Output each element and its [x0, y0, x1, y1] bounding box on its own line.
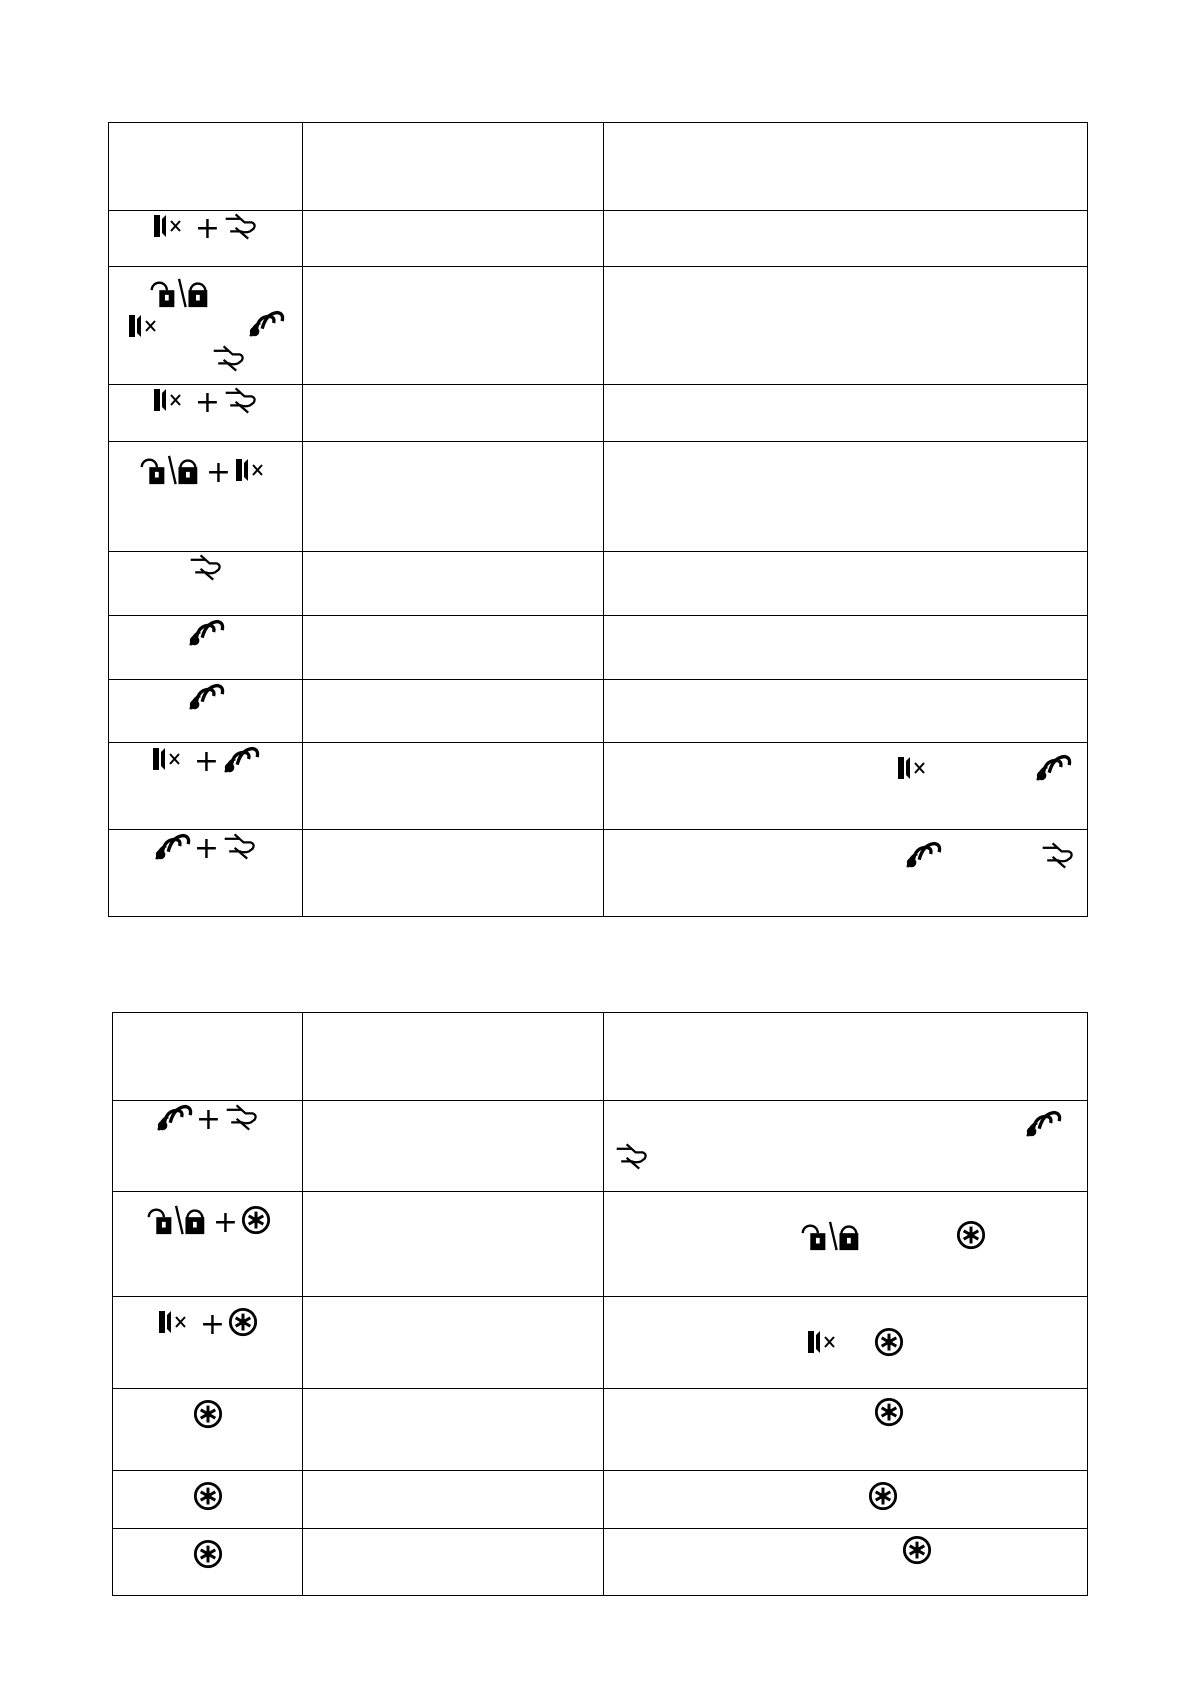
function-cell: [303, 385, 604, 442]
button-combo-cell: [113, 1529, 303, 1596]
function-cell: [303, 1529, 604, 1596]
description-cell: [604, 1192, 1088, 1297]
speaker-mute-icon: [151, 744, 191, 774]
table-row: [109, 680, 1088, 743]
header-cell-buttons: [109, 123, 303, 211]
table-row: [109, 552, 1088, 616]
description-cell: [604, 552, 1088, 616]
trunk-open-icon: [1040, 840, 1076, 875]
lock-unlock-icon: [137, 454, 203, 486]
engine-exhaust-icon: [153, 830, 191, 862]
function-cell: [303, 1297, 604, 1389]
engine-exhaust-icon: [155, 1101, 193, 1133]
speaker-mute-icon: [234, 455, 274, 485]
description-cell: [604, 211, 1088, 267]
trunk-open-icon: [188, 552, 224, 582]
speaker-mute-icon: [157, 1307, 197, 1337]
function-cell: [303, 830, 604, 917]
function-cell: [303, 1192, 604, 1297]
button-combo-cell: [109, 680, 303, 743]
option-star-icon: [228, 1307, 258, 1337]
trunk-open-icon: [211, 343, 247, 378]
function-cell: [303, 680, 604, 743]
button-combo-cell: [109, 743, 303, 830]
button-combo-cell: [109, 830, 303, 917]
function-cell: [303, 616, 604, 680]
option-star-icon: [241, 1205, 271, 1235]
engine-exhaust-icon: [187, 616, 225, 648]
table-row: [113, 1389, 1088, 1471]
button-combo-cell: [109, 616, 303, 680]
table-row: [113, 1529, 1088, 1596]
trunk-open-icon: [614, 1141, 650, 1176]
table-header-row: [113, 1013, 1088, 1101]
function-cell: [303, 1389, 604, 1471]
table-row: [109, 442, 1088, 552]
header-cell-description: [604, 1013, 1088, 1101]
plus-sign: +: [193, 744, 220, 780]
table-row: [109, 830, 1088, 917]
table-row: [113, 1101, 1088, 1192]
description-cell: [604, 1389, 1088, 1471]
table-header-row: [109, 123, 1088, 211]
engine-exhaust-icon: [1024, 1107, 1062, 1144]
button-combo-cell: [109, 385, 303, 442]
header-cell-buttons: [113, 1013, 303, 1101]
button-combo-cell: [109, 442, 303, 552]
table-row: [109, 267, 1088, 385]
description-cell: [604, 743, 1088, 830]
description-cell: [604, 385, 1088, 442]
function-cell: [303, 267, 604, 385]
option-star-icon: [956, 1220, 986, 1255]
function-cell: [303, 1471, 604, 1529]
option-star-icon: [874, 1327, 904, 1362]
engine-exhaust-icon: [222, 743, 260, 775]
function-cell: [303, 1101, 604, 1192]
engine-exhaust-icon: [1034, 751, 1072, 788]
description-cell: [604, 680, 1088, 743]
plus-sign: +: [205, 455, 232, 491]
plus-sign: +: [194, 211, 221, 247]
header-cell-function: [303, 1013, 604, 1101]
table-row: [109, 385, 1088, 442]
option-star-icon: [193, 1539, 223, 1569]
speaker-mute-icon: [806, 1327, 846, 1362]
trunk-open-icon: [224, 1102, 260, 1132]
table-row: [113, 1297, 1088, 1389]
engine-exhaust-icon: [187, 680, 225, 712]
description-cell: [604, 442, 1088, 552]
plus-sign: +: [195, 1102, 222, 1138]
speaker-mute-icon: [127, 311, 167, 346]
speaker-mute-icon: [152, 385, 192, 415]
button-combo-cell: [109, 211, 303, 267]
option-star-icon: [193, 1399, 223, 1429]
button-combo-cell: [113, 1192, 303, 1297]
function-cell: [303, 211, 604, 267]
plus-sign: +: [212, 1205, 239, 1241]
button-combo-cell: [113, 1297, 303, 1389]
trunk-open-icon: [222, 831, 258, 861]
lock-unlock-icon: [144, 1204, 210, 1236]
plus-sign: +: [199, 1307, 226, 1343]
function-cell: [303, 743, 604, 830]
table-row: [113, 1192, 1088, 1297]
header-cell-description: [604, 123, 1088, 211]
engine-exhaust-icon: [904, 838, 942, 875]
description-cell: [604, 616, 1088, 680]
description-cell: [604, 1529, 1088, 1596]
plus-sign: +: [193, 831, 220, 867]
function-cell: [303, 442, 604, 552]
plus-sign: +: [194, 385, 221, 421]
button-combo-cell: [113, 1101, 303, 1192]
table-row: [109, 211, 1088, 267]
option-star-icon: [193, 1481, 223, 1511]
speaker-mute-icon: [896, 753, 936, 788]
button-combo-cell: [109, 267, 303, 385]
trunk-open-icon: [223, 211, 259, 241]
table-row: [109, 616, 1088, 680]
lock-unlock-icon: [798, 1220, 864, 1257]
button-combo-cell: [109, 552, 303, 616]
lock-unlock-icon: [147, 277, 213, 314]
button-combo-cell: [113, 1471, 303, 1529]
trunk-open-icon: [223, 385, 259, 415]
description-cell: [604, 267, 1088, 385]
function-table-2: [112, 1012, 1088, 1596]
button-combo-cell: [113, 1389, 303, 1471]
function-table-1: [108, 122, 1088, 917]
function-cell: [303, 552, 604, 616]
description-cell: [604, 1101, 1088, 1192]
description-cell: [604, 1297, 1088, 1389]
option-star-icon: [902, 1535, 932, 1570]
description-cell: [604, 1471, 1088, 1529]
engine-exhaust-icon: [247, 307, 285, 344]
description-cell: [604, 830, 1088, 917]
speaker-mute-icon: [152, 211, 192, 241]
table-row: [113, 1471, 1088, 1529]
option-star-icon: [868, 1481, 898, 1516]
table-row: [109, 743, 1088, 830]
header-cell-function: [303, 123, 604, 211]
option-star-icon: [874, 1397, 904, 1432]
